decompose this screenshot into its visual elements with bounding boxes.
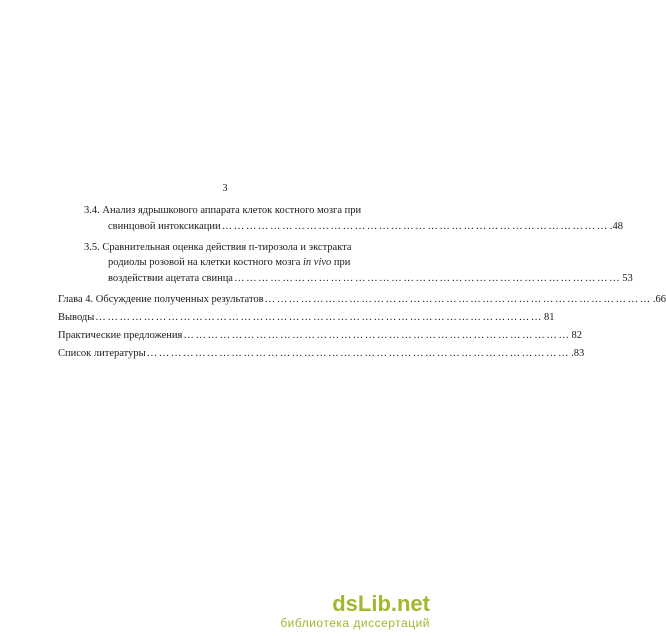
toc-3-4-page: .48 — [609, 221, 623, 232]
watermark-subtitle: библиотека диссертаций — [280, 616, 430, 630]
toc-references-page: .83 — [571, 348, 585, 359]
page-number: 3 — [222, 183, 228, 194]
toc-3-5-line2 — [108, 256, 414, 269]
toc-3-5-line2-tail: при — [333, 257, 351, 268]
leader-dots: …………………………………………………………………………………… — [264, 294, 652, 305]
toc-chapter-4 — [58, 293, 666, 306]
toc-proposals — [58, 329, 583, 342]
toc-conclusions — [58, 311, 555, 324]
leader-dots: …………………………………………………………………………………… — [221, 221, 609, 232]
toc-proposals-text: Практические предложения — [58, 330, 183, 341]
toc-chapter-4-page: .66 — [652, 294, 666, 305]
toc-3-5-line2-italic: in vivo — [303, 257, 332, 268]
leader-dots: …………………………………………………………………………………………… — [146, 348, 571, 359]
toc-3-4-line1: 3.4. Анализ ядрышкового аппарата клеток костного мозга при — [84, 205, 362, 216]
toc-3-4-entry — [108, 220, 623, 233]
leader-dots: …………………………………………………………………………………… — [233, 273, 622, 284]
toc-proposals-page: 82 — [571, 330, 583, 341]
toc-3-5-page: 53 — [622, 273, 633, 284]
leader-dots: ………………………………………………………………………………………………… — [95, 312, 543, 323]
toc-references — [58, 347, 585, 360]
toc-references-text: Список литературы — [58, 348, 146, 359]
toc-chapter-4-text: Глава 4. Обсуждение полученных результатов — [58, 294, 264, 305]
toc-3-5-line1: 3.5. Сравнительная оценка действия п-тирозола и экстракта — [84, 242, 352, 253]
toc-3-5-line3: воздействии ацетата свинца — [108, 273, 233, 284]
watermark — [280, 592, 430, 630]
toc-3-5-entry — [108, 272, 633, 285]
leader-dots: …………………………………………………………………………………… — [183, 330, 571, 341]
toc-conclusions-page: 81 — [544, 312, 555, 323]
toc-3-5-line2-text: родиолы розовой на клетки костного мозга — [108, 257, 301, 268]
toc-conclusions-text: Выводы — [58, 312, 95, 323]
watermark-logo: dsLib.net — [332, 591, 430, 616]
toc-3-4-line2: свинцовой интоксикации — [108, 221, 221, 232]
